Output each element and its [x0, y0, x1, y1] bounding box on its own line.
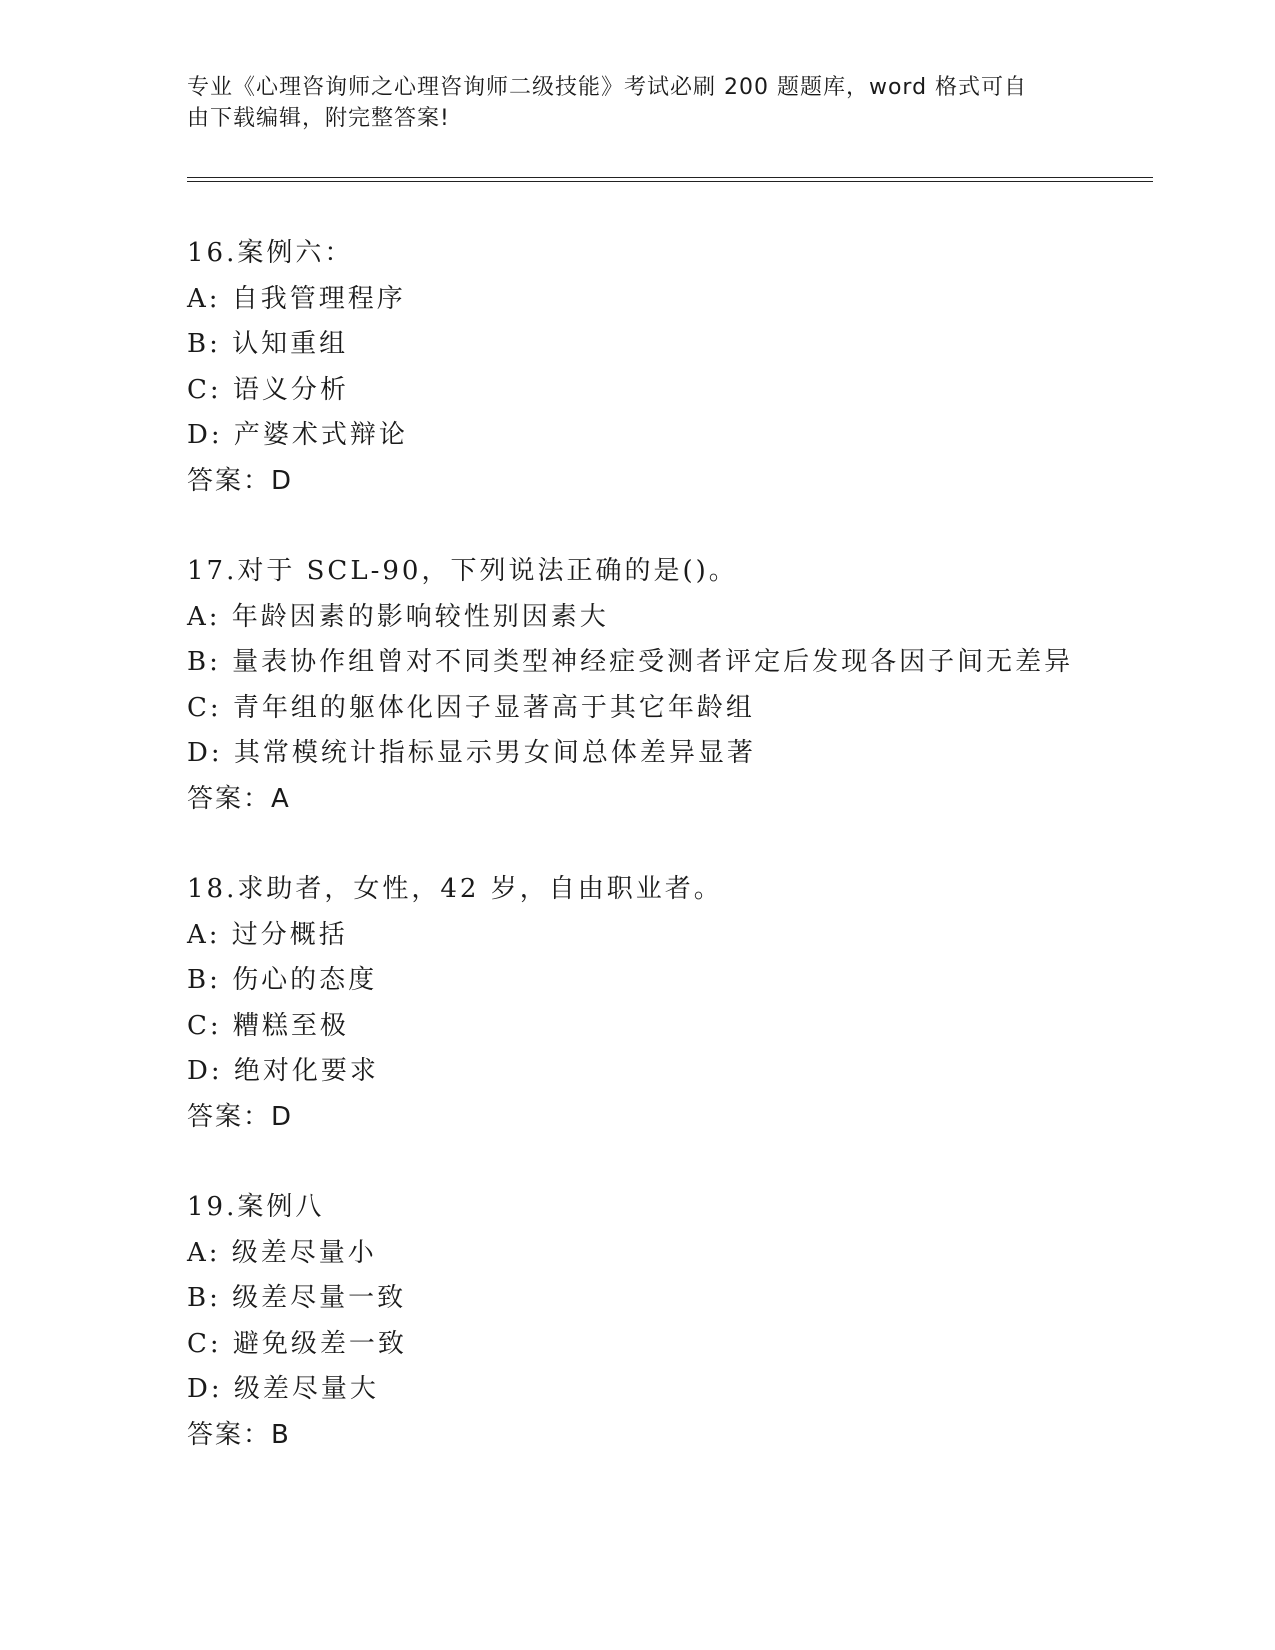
answer-line: 答案：B	[187, 1419, 291, 1450]
question-19	[187, 1185, 1187, 1458]
question-16	[187, 231, 1187, 504]
question-stem: 16.案例六：	[187, 238, 354, 268]
question-stem: 17.对于 SCL-90，下列说法正确的是()。	[187, 556, 738, 586]
question-stem: 18.求助者，女性，42 岁，自由职业者。	[187, 874, 723, 904]
question-18	[187, 867, 1187, 1140]
question-17	[187, 549, 1187, 822]
option-a: A: 过分概括	[187, 919, 348, 950]
answer-line: 答案：D	[187, 465, 294, 496]
option-c: C: 糟糕至极	[187, 1010, 349, 1041]
option-c: C: 避免级差一致	[187, 1328, 407, 1359]
option-b: B: 量表协作组曾对不同类型神经症受测者评定后发现各因子间无差异	[187, 647, 1074, 677]
option-b: B: 伤心的态度	[187, 965, 378, 995]
option-d: D: 绝对化要求	[187, 1056, 379, 1086]
header-line-2: 由下载编辑，附完整答案!	[187, 106, 450, 131]
option-a: A: 年龄因素的影响较性别因素大	[187, 601, 609, 632]
header-line-1: 专业《心理咨询师之心理咨询师二级技能》考试必刷 200 题题库，word 格式可自	[187, 75, 1028, 100]
option-d: D: 级差尽量大	[187, 1374, 379, 1404]
option-d: D: 产婆术式辩论	[187, 420, 408, 450]
option-b: B: 级差尽量一致	[187, 1283, 407, 1313]
option-a: A: 自我管理程序	[187, 283, 406, 314]
option-d: D: 其常模统计指标显示男女间总体差异显著	[187, 738, 756, 768]
header-divider-bottom	[187, 181, 1153, 182]
question-stem: 19.案例八	[187, 1192, 325, 1222]
option-c: C: 青年组的躯体化因子显著高于其它年龄组	[187, 692, 755, 723]
document-header	[187, 72, 1067, 134]
option-c: C: 语义分析	[187, 374, 349, 405]
option-a: A: 级差尽量小	[187, 1237, 377, 1268]
header-divider-top	[187, 177, 1153, 178]
option-b: B: 认知重组	[187, 329, 349, 359]
answer-line: 答案：A	[187, 783, 291, 814]
answer-line: 答案：D	[187, 1101, 294, 1132]
